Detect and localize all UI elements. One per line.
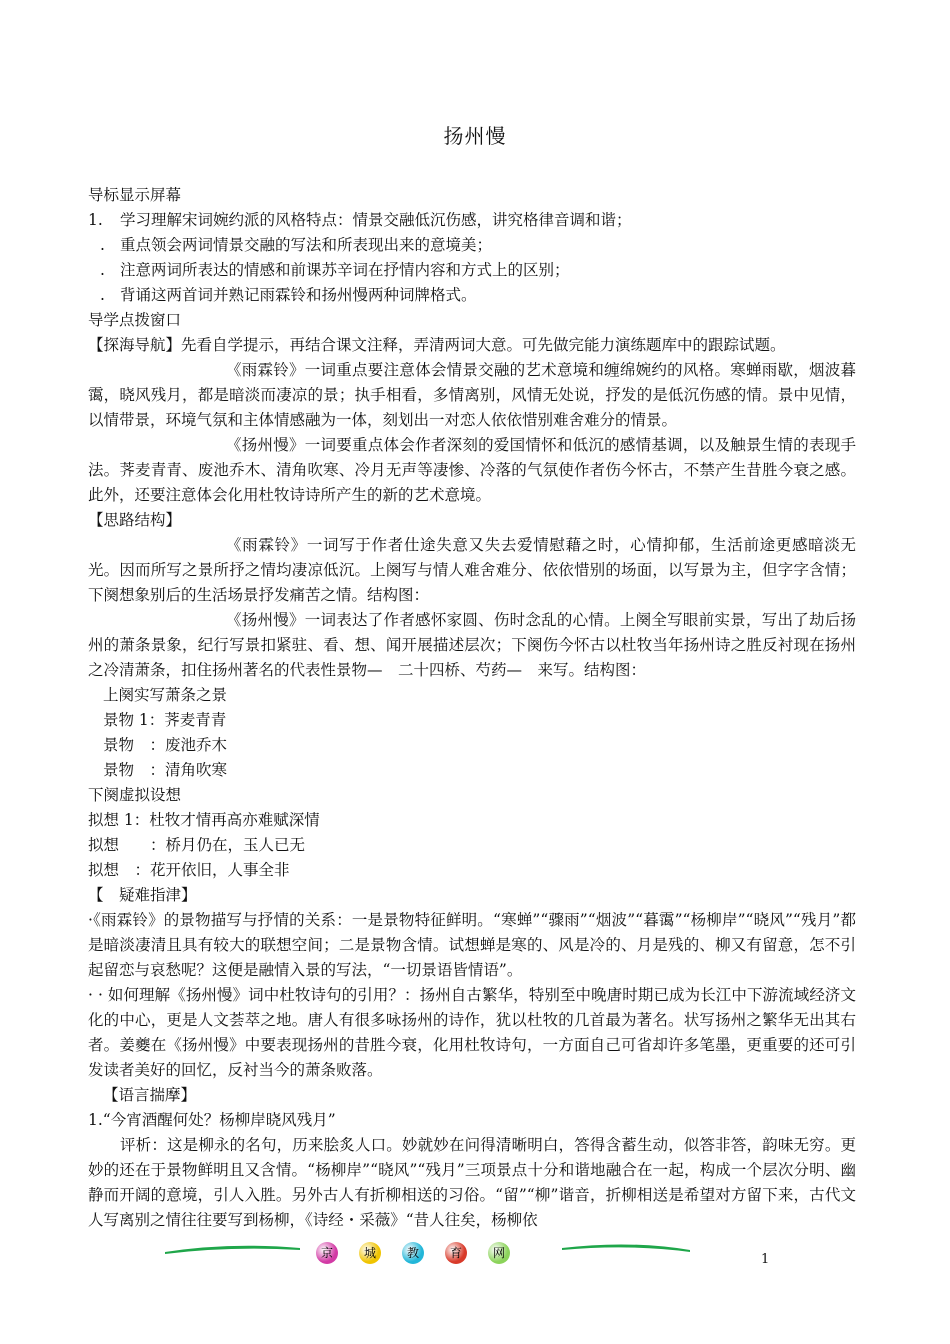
structure-paragraph-1: 《雨霖铃》一词写于作者仕途失意又失去爱情慰藉之时，心情抑郁，生活前途更感暗淡无光。因而所写之景所抒之情均凄凉低沉。上阕写与情人难舍难分、依依惜别的场面，以写景为主，但字字含情；下阕想象别后的生活场景抒发痛苦之情。结构图： [88, 536, 856, 604]
logo-char-5: 网 [488, 1242, 510, 1264]
diagram-upper-item: 景物 ：废池乔木 [103, 736, 228, 754]
diagram-upper-item: 景物 1：荠麦青青 [103, 711, 227, 729]
logo-char-4: 育 [445, 1242, 467, 1264]
goal-item-3 [88, 258, 856, 283]
goal-item-1 [88, 208, 856, 233]
goal-number: . [100, 286, 105, 304]
goal-text: 学习理解宋词婉约派的风格特点：情景交融低沉伤感，讲究格律音调和谐； [120, 211, 632, 229]
quote-1: 1.“今宵酒醒何处？杨柳岸晓风残月” [88, 1111, 336, 1129]
structure-paragraph-2: 《扬州慢》一词表达了作者感怀家圆、伤时念乱的心情。上阕全写眼前实景，写出了劫后扬州的萧条景象，纪行写景扣紧驻、看、想、闻开展描述层次；下阕伤今怀古以杜牧当年扬州诗之胜反衬现在扬州之冷清萧条，扣住扬州著名的代表性景物— 二十四桥、芍药— 来写。结构图： [88, 611, 856, 679]
goal-text: 注意两词所表达的情感和前课苏辛词在抒情内容和方式上的区别； [120, 261, 570, 279]
goal-text: 背诵这两首词并熟记雨霖铃和扬州慢两种词牌格式。 [120, 286, 477, 304]
explore-paragraph-1: 《雨霖铃》一词重点要注意体会情景交融的艺术意境和缠绵婉约的风格。寒蝉雨歇，烟波暮霭，晓风残月，都是暗淡而凄凉的景；执手相看，多情离别，风情无处说，抒发的是低沉伤感的情。景中见情，以情带景，环境气氛和主体情感融为一体，刻划出一对恋人依依惜别难舍难分的情景。 [88, 361, 856, 429]
language-heading: 【语言揣摩】 [103, 1086, 197, 1104]
logo-char-2: 城 [359, 1242, 381, 1264]
structure-heading: 【思路结构】 [88, 511, 182, 529]
goal-text: 重点领会两词情景交融的写法和所表现出来的意境美； [120, 236, 493, 254]
footer-banner [0, 1228, 950, 1288]
difficulty-paragraph-1: ·《雨霖铃》的景物描写与抒情的关系：一是景物特征鲜明。“寒蝉”“骤雨”“烟波”“暮霭”“杨柳岸”“晓风”“残月”都是暗淡凄清且具有较大的联想空间；二是景物含情。试想蝉是寒的、风是冷的、月是残的、柳又有留意，怎不引起留恋与哀愁呢？这便是融情入景的写法，“一切景语皆情语”。 [88, 911, 856, 979]
diagram-upper-title: 上阕实写萧条之景 [103, 686, 228, 704]
diagram-upper-item: 景物 ：清角吹寒 [103, 761, 228, 779]
diagram-lower-item: 拟想 ：花开依旧，人事全非 [88, 861, 290, 879]
explore-paragraph-2: 《扬州慢》一词要重点体会作者深刻的爱国情怀和低沉的感情基调，以及触景生情的表现手法。荠麦青青、废池乔木、清角吹寒、冷月无声等凄惨、冷落的气氛使作者伤今怀古，不禁产生昔胜今衰之感。此外，还要注意体会化用杜牧诗诗所产生的新的艺术意境。 [88, 436, 856, 504]
page-number: 1 [761, 1252, 770, 1267]
difficulty-paragraph-2: · · 如何理解《扬州慢》词中杜牧诗句的引用？：扬州自古繁华，特别至中晚唐时期已成为长江中下游流域经济文化的中心，更是人文荟萃之地。唐人有很多咏扬州的诗作，犹以杜牧的几首最为著名。状写扬州之繁华无出其右者。姜夔在《扬州慢》中要表现扬州的昔胜今衰，化用杜牧诗句，一方面自己可省却许多笔墨，更重要的还可引发读者美好的回忆，反衬当今的萧条败落。 [88, 986, 856, 1079]
goal-item-2 [88, 233, 856, 258]
section-heading-window: 导学点拨窗口 [88, 311, 182, 329]
difficulty-heading: 【 疑难指津】 [88, 886, 197, 904]
comment-1: 评析：这是柳永的名句，历来脍炙人口。妙就妙在问得清晰明白，答得含蓄生动，似答非答，韵味无穷。更妙的还在于景物鲜明且又含情。“杨柳岸”“晓风”“残月”三项景点十分和谐地融合在一起，构成一个层次分明、幽静而开阔的意境，引人入胜。另外古人有折柳相送的习俗。“留”“柳”谐音，折柳相送是希望对方留下来，古代文人写离别之情往往要写到杨柳，《诗经・采薇》“昔人往矣，杨柳依 [88, 1136, 856, 1229]
diagram-lower-title: 下阕虚拟设想 [88, 786, 182, 804]
goal-number: . [100, 236, 105, 254]
page-title: 扬州慢 [443, 124, 507, 148]
logo-char-1: 京 [316, 1242, 338, 1264]
document-body [88, 183, 856, 1233]
goal-number: 1. [88, 211, 103, 229]
goal-number: . [100, 261, 105, 279]
section-heading-guide: 导标显示屏幕 [88, 186, 182, 204]
swoosh-left-decoration [0, 1228, 950, 1288]
logo-char-3: 教 [402, 1242, 424, 1264]
goal-item-4 [88, 283, 856, 308]
diagram-lower-item: 拟想 1：杜牧才情再高亦难赋深情 [88, 811, 320, 829]
diagram-lower-item: 拟想 ：桥月仍在，玉人已无 [88, 836, 306, 854]
explore-heading: 【探海导航】先看自学提示，再结合课文注释，弄清两词大意。可先做完能力演练题库中的跟踪试题。 [88, 336, 786, 354]
